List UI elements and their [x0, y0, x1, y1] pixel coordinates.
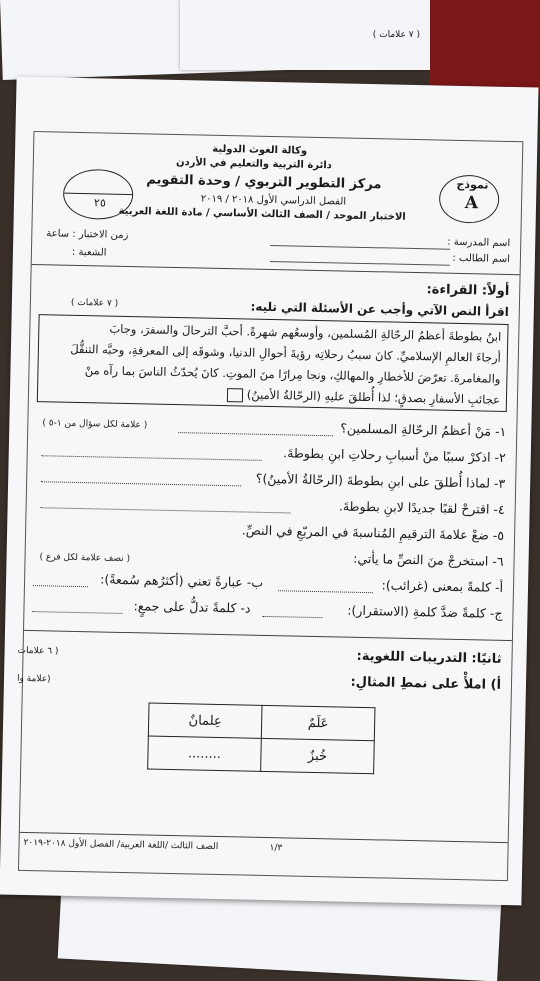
punctuation-box[interactable] [227, 388, 243, 402]
agency-title: وكالة الغوث الدولية [212, 143, 308, 157]
answer-line-4[interactable] [41, 506, 291, 513]
passage-line: والمغامرةَ. تعرّضَ للأخطارِ والمهالكِ، ونجا مِرارًا منَ الموتِ. كانَ يُحدّثُ الناسَ بما رآه منْ [84, 363, 501, 386]
pattern-table [147, 703, 375, 775]
mark-note: ( علامة لكل سؤال من ١-٥ ) [42, 418, 148, 431]
student-label: اسم الطالب : [452, 252, 511, 265]
section-label: الشعبة : [71, 246, 107, 259]
exam-paper [0, 77, 539, 906]
school-label: اسم المدرسة : [447, 236, 511, 249]
answer-line-d[interactable] [32, 610, 122, 614]
score-divider [64, 193, 132, 195]
answer-line-a[interactable] [278, 589, 373, 593]
question-1: ١- مَنْ أعظمُ الرحّالةِ المسلمين؟ [340, 420, 507, 439]
section2-title: ثانيًا: التدريبات اللغوية: [356, 648, 502, 667]
answer-line-3[interactable] [41, 480, 241, 486]
table-cell: عَلَمٌ [261, 705, 375, 740]
model-circle [439, 175, 500, 224]
answer-line-2[interactable] [42, 454, 262, 461]
question-2: ٢- اذكرْ سببًا منْ أسبابِ رحلاتِ ابنِ بطوطةَ. [283, 445, 506, 465]
answer-line-b[interactable] [33, 584, 88, 587]
sub-question-d: د- كلمةً تدلُّ على جمعٍ: [133, 598, 251, 616]
model-letter: A [464, 193, 479, 214]
passage-line: أرجاءَ العالمِ الإسلاميِّ. كانَ سببُ رحلاتِه رؤيةَ أحوالِ الدنيا، وشوقَه إلى المعرفةِ، وحبَّه التنقُّلَ [70, 341, 501, 365]
school-line [270, 245, 450, 250]
table-row [148, 703, 375, 741]
table-row [148, 736, 375, 774]
table-cell: عِلمانٌ [148, 703, 262, 738]
passage-line: ابنُ بطوطةَ أعظمُ الرحّالةِ المُسلمين، وأوسعُهم شهرةً. أحبَّ الترحالَ والسفرَ، وجابَ [109, 321, 502, 344]
model-label: نموذج [456, 177, 489, 192]
question-6: ٦- استخرجْ منَ النصِّ ما يأتي: [353, 550, 504, 569]
section2-marks: ( ٦ علامات [17, 645, 59, 657]
half-mark-note: ( نصف علامة لكل فرع ) [39, 552, 131, 565]
score-total: ٢٥ [93, 196, 106, 210]
exam-title: الاختبار الموحد / الصف الثالث الأساسي / مادة اللغة العربية [118, 205, 406, 223]
sub-question-b: ب- عبارةً تعني (أكثرُهم سُمعةً): [100, 571, 264, 590]
section1-marks: ( ٧ علامات ) [70, 297, 119, 309]
question-4: ٤- اقترحْ لقبًا جديدًا لابنِ بطوطةَ. [338, 498, 505, 517]
question-3: ٣- لماذا أُطلقَ على ابنِ بطوطةَ (الرحّالةُ الأمينُ)؟ [255, 470, 506, 491]
semester-label: الفصل الدراسي الأول ٢٠١٨ / ٢٠١٩ [200, 193, 347, 208]
section1-instruction: اقرأ النص الآتي وأجب عن الأسئلة التي تليه: [250, 299, 509, 319]
section2-instruction: أ) املأْ على نمطِ المثالِ: [350, 674, 502, 693]
underlying-paper-top-right [180, 0, 440, 70]
department-title: دائرة التربية والتعليم في الأردن [175, 156, 332, 172]
answer-line-1[interactable] [178, 431, 333, 436]
passage-line: عجائبِ الأسفارِ بصدقٍ؛ لذا أُطلقَ عليهِ (الرحّالةُ الأمينُ) [246, 387, 501, 407]
section2-mark-note: (علامة وا [16, 673, 51, 685]
sub-question-c: ج- كلمةً ضدَّ كلمةِ (الاستقرار): [347, 602, 503, 621]
reading-passage [37, 314, 509, 412]
red-cloth-background [430, 0, 540, 95]
time-label: زمن الاختبار : ساعة [46, 228, 129, 241]
exam-border [18, 131, 523, 881]
footer-info: الصف الثالث /اللغة العربية/ الفصل الأول ٢٠١٨-٢٠١٩ [23, 837, 219, 853]
table-cell[interactable]: ........ [148, 736, 262, 771]
section1-title: أولاً: القراءة: [426, 282, 510, 299]
sub-question-a: أ- كلمةً بمعنى (غرائب): [381, 577, 504, 595]
student-line [270, 261, 450, 266]
under-sheet-marks: ( ٧ علامات ) [372, 30, 420, 40]
page-number: ١/٣ [269, 843, 283, 854]
answer-line-c[interactable] [262, 615, 322, 618]
center-title: مركز التطوير التربوي / وحدة التقويم [146, 172, 382, 193]
section-divider [24, 630, 512, 641]
table-cell: خُبزٌ [261, 738, 375, 773]
question-5: ٥- ضعْ علامةَ الترقيمِ المُناسبةَ في المربّعِ في النصِّ. [241, 522, 505, 543]
